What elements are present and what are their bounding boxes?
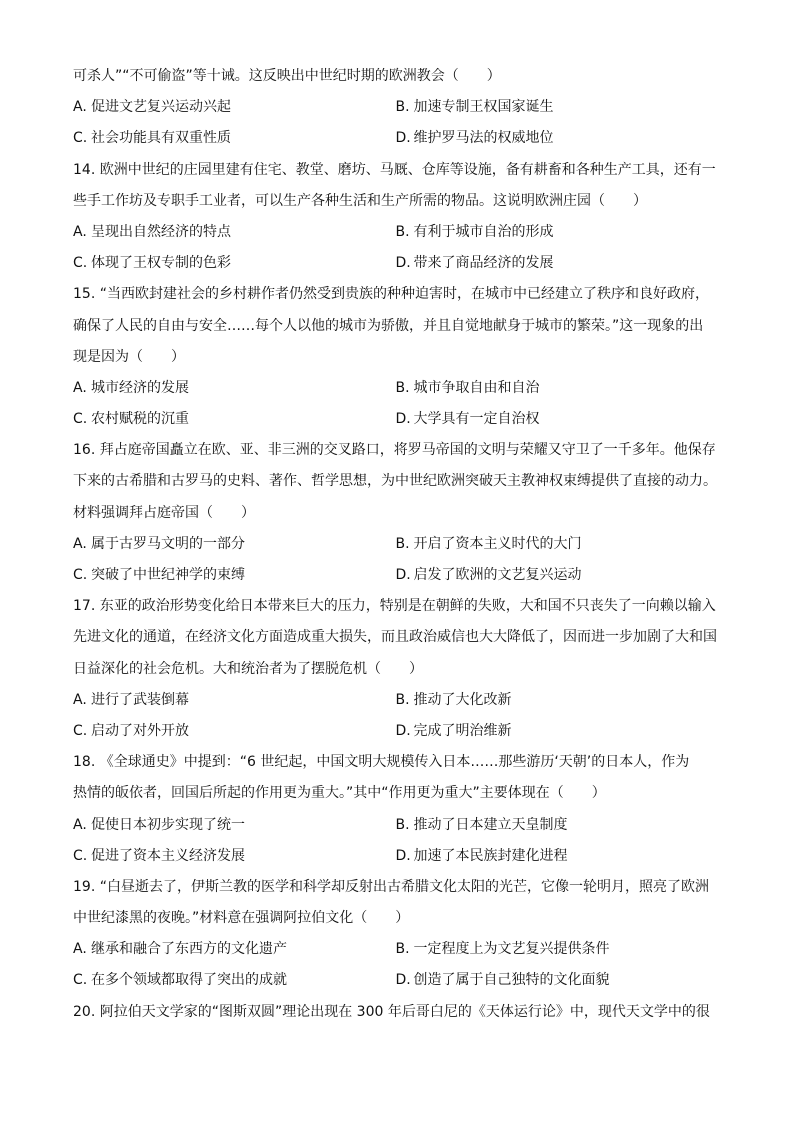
option-label: C. bbox=[73, 411, 88, 428]
option-a bbox=[73, 92, 396, 123]
question-stem-line: 16. 拜占庭帝国矗立在欧、亚、非三洲的交叉路口，将罗马帝国的文明与荣耀又守卫了一千多年。他保存 bbox=[73, 442, 716, 459]
option-c bbox=[73, 965, 396, 996]
options-row bbox=[73, 123, 718, 154]
option-d bbox=[396, 123, 719, 154]
option-text: 体现了王权专制的色彩 bbox=[91, 255, 231, 272]
option-c bbox=[73, 123, 396, 154]
option-label: D. bbox=[395, 255, 411, 272]
question-stem-line: 日益深化的社会危机。大和统治者为了摆脱危机（ ） bbox=[73, 660, 423, 677]
option-label: D. bbox=[395, 847, 411, 864]
option-label: A. bbox=[73, 379, 87, 396]
question-stem-line: 可杀人”“不可偷盗”等十诫。这反映出中世纪时期的欧洲教会（ ） bbox=[73, 68, 501, 84]
options-row bbox=[73, 92, 718, 123]
option-text: 维护罗马法的权威地位 bbox=[413, 130, 554, 147]
question-stem-line: 17. 东亚的政治形势变化给日本带来巨大的压力，特别是在朝鲜的失败，大和国不只丧失了一向赖以输入 bbox=[73, 598, 716, 615]
options-row bbox=[73, 217, 718, 248]
option-text: 推动了大化改新 bbox=[413, 691, 512, 708]
option-label: D. bbox=[395, 972, 411, 989]
option-label: B. bbox=[395, 535, 410, 552]
option-label: D. bbox=[395, 567, 411, 583]
option-text: 一定程度上为文艺复兴提供条件 bbox=[413, 941, 610, 958]
option-label: B. bbox=[395, 691, 410, 708]
option-d bbox=[396, 404, 719, 435]
option-label: C. bbox=[73, 722, 88, 739]
question-stem-line: 14. 欧洲中世纪的庄园里建有住宅、教堂、磨坊、马厩、仓库等设施，备有耕畜和各种生产工具，还有一 bbox=[73, 161, 716, 178]
option-text: 促进了资本主义经济发展 bbox=[91, 847, 245, 864]
question-stem-line: 先进文化的通道，在经济文化方面造成重大损失，而且政治威信也大大降低了，因而进一步加剧了大和国 bbox=[73, 629, 717, 646]
options-row bbox=[73, 685, 718, 716]
option-text: 创造了属于自己独特的文化面貌 bbox=[413, 972, 610, 989]
options-row bbox=[73, 810, 718, 841]
option-c bbox=[73, 716, 396, 747]
option-a bbox=[73, 810, 396, 841]
option-text: 大学具有一定自治权 bbox=[413, 411, 540, 428]
option-text: 在多个领域都取得了突出的成就 bbox=[91, 972, 287, 989]
options-row bbox=[73, 560, 718, 591]
question-13 bbox=[73, 61, 718, 155]
option-c bbox=[73, 404, 396, 435]
option-label: B. bbox=[395, 223, 410, 240]
option-d bbox=[396, 716, 719, 747]
option-text: 继承和融合了东西方的文化遗产 bbox=[91, 941, 287, 958]
option-b bbox=[396, 92, 719, 123]
option-text: 加速专制王权国家诞生 bbox=[413, 99, 554, 116]
option-label: C. bbox=[73, 130, 88, 147]
option-label: B. bbox=[395, 99, 410, 116]
question-stem-line: 确保了人民的自由与安全……每个人以他的城市为骄傲，并且自觉地献身于城市的繁荣。”这一现象的出 bbox=[73, 317, 704, 334]
options-row bbox=[73, 529, 718, 560]
question-stem-line: 现是因为（ ） bbox=[73, 348, 185, 365]
option-text: 促使日本初步实现了统一 bbox=[91, 816, 245, 833]
question-stem-line: 20. 阿拉伯天文学家的“图斯双圆”理论出现在 300 年后哥白尼的《天体运行论》中，现代天文学中的很 bbox=[73, 1003, 710, 1020]
option-b bbox=[396, 810, 719, 841]
options-row bbox=[73, 841, 718, 872]
options-row bbox=[73, 965, 718, 996]
option-a bbox=[73, 529, 396, 560]
option-label: A. bbox=[73, 223, 87, 240]
question-15 bbox=[73, 279, 718, 435]
option-label: B. bbox=[395, 379, 410, 396]
question-stem-line: 材料强调拜占庭帝国（ ） bbox=[73, 504, 255, 521]
option-label: D. bbox=[395, 130, 411, 147]
option-text: 城市经济的发展 bbox=[91, 379, 189, 396]
option-label: C. bbox=[73, 847, 88, 864]
option-label: B. bbox=[395, 816, 410, 833]
options-row bbox=[73, 716, 718, 747]
question-16 bbox=[73, 435, 718, 591]
question-19 bbox=[73, 872, 718, 997]
option-label: A. bbox=[73, 691, 87, 708]
option-text: 带来了商品经济的发展 bbox=[413, 255, 554, 272]
option-d bbox=[396, 841, 719, 872]
option-d bbox=[396, 248, 719, 279]
option-text: 开启了资本主义时代的大门 bbox=[413, 535, 582, 552]
option-label: C. bbox=[73, 255, 88, 272]
question-stem-line: 些手工作坊及专职手工业者，可以生产各种生活和生产所需的物品。这说明欧洲庄园（ ） bbox=[73, 192, 647, 209]
option-text: 突破了中世纪神学的束缚 bbox=[91, 567, 245, 583]
question-stem-line: 热情的皈依者，回国后所起的作用更为重大。”其中“作用更为重大”主要体现在（ ） bbox=[73, 785, 606, 802]
option-text: 推动了日本建立天皇制度 bbox=[413, 816, 568, 833]
question-20 bbox=[73, 997, 718, 1028]
options-row bbox=[73, 934, 718, 965]
option-b bbox=[396, 685, 719, 716]
question-stem-line: 下来的古希腊和古罗马的史料、著作、哲学思想，为中世纪欧洲突破天主教神权束缚提供了直接的动力。 bbox=[73, 473, 717, 490]
question-stem-line: 19. “白昼逝去了，伊斯兰教的医学和科学却反射出古希腊文化太阳的光芒，它像一轮明月，照亮了欧洲 bbox=[73, 878, 709, 895]
question-18 bbox=[73, 747, 718, 872]
options-row bbox=[73, 404, 718, 435]
option-label: A. bbox=[73, 941, 87, 958]
option-text: 启动了对外开放 bbox=[91, 722, 189, 739]
option-b bbox=[396, 529, 719, 560]
option-b bbox=[396, 373, 719, 404]
option-label: A. bbox=[73, 535, 87, 552]
option-c bbox=[73, 560, 396, 591]
question-stem-line: 18. 《全球通史》中提到：“6 世纪起，中国文明大规模传入日本……那些游历‘天朝’的日本人，作为 bbox=[73, 754, 690, 771]
option-label: A. bbox=[73, 99, 87, 116]
option-label: A. bbox=[73, 816, 87, 833]
option-text: 完成了明治维新 bbox=[413, 722, 512, 739]
option-text: 启发了欧洲的文艺复兴运动 bbox=[413, 567, 582, 583]
options-row bbox=[73, 373, 718, 404]
question-stem-line: 15. “当西欧封建社会的乡村耕作者仍然受到贵族的种种迫害时，在城市中已经建立了秩序和良好政府， bbox=[73, 286, 709, 303]
option-b bbox=[396, 217, 719, 248]
option-c bbox=[73, 841, 396, 872]
option-text: 属于古罗马文明的一部分 bbox=[91, 535, 245, 552]
option-label: D. bbox=[395, 722, 411, 739]
option-text: 加速了本民族封建化进程 bbox=[413, 847, 568, 864]
option-text: 农村赋税的沉重 bbox=[91, 411, 189, 428]
option-text: 呈现出自然经济的特点 bbox=[91, 223, 231, 240]
option-d bbox=[396, 560, 719, 591]
option-label: B. bbox=[395, 941, 410, 958]
option-b bbox=[396, 934, 719, 965]
option-d bbox=[396, 965, 719, 996]
question-17 bbox=[73, 591, 718, 747]
option-text: 进行了武装倒幕 bbox=[91, 691, 189, 708]
question-14 bbox=[73, 155, 718, 280]
option-a bbox=[73, 685, 396, 716]
options-row bbox=[73, 248, 718, 279]
option-a bbox=[73, 934, 396, 965]
question-stem-line: 中世纪漆黑的夜晚。”材料意在强调阿拉伯文化（ ） bbox=[73, 910, 410, 927]
option-a bbox=[73, 373, 396, 404]
option-text: 社会功能具有双重性质 bbox=[91, 130, 231, 147]
option-text: 促进文艺复兴运动兴起 bbox=[91, 99, 231, 116]
option-text: 有利于城市自治的形成 bbox=[413, 223, 554, 240]
option-label: C. bbox=[73, 972, 88, 989]
option-text: 城市争取自由和自治 bbox=[413, 379, 540, 396]
option-a bbox=[73, 217, 396, 248]
option-label: C. bbox=[73, 567, 88, 583]
option-label: D. bbox=[395, 411, 411, 428]
option-c bbox=[73, 248, 396, 279]
